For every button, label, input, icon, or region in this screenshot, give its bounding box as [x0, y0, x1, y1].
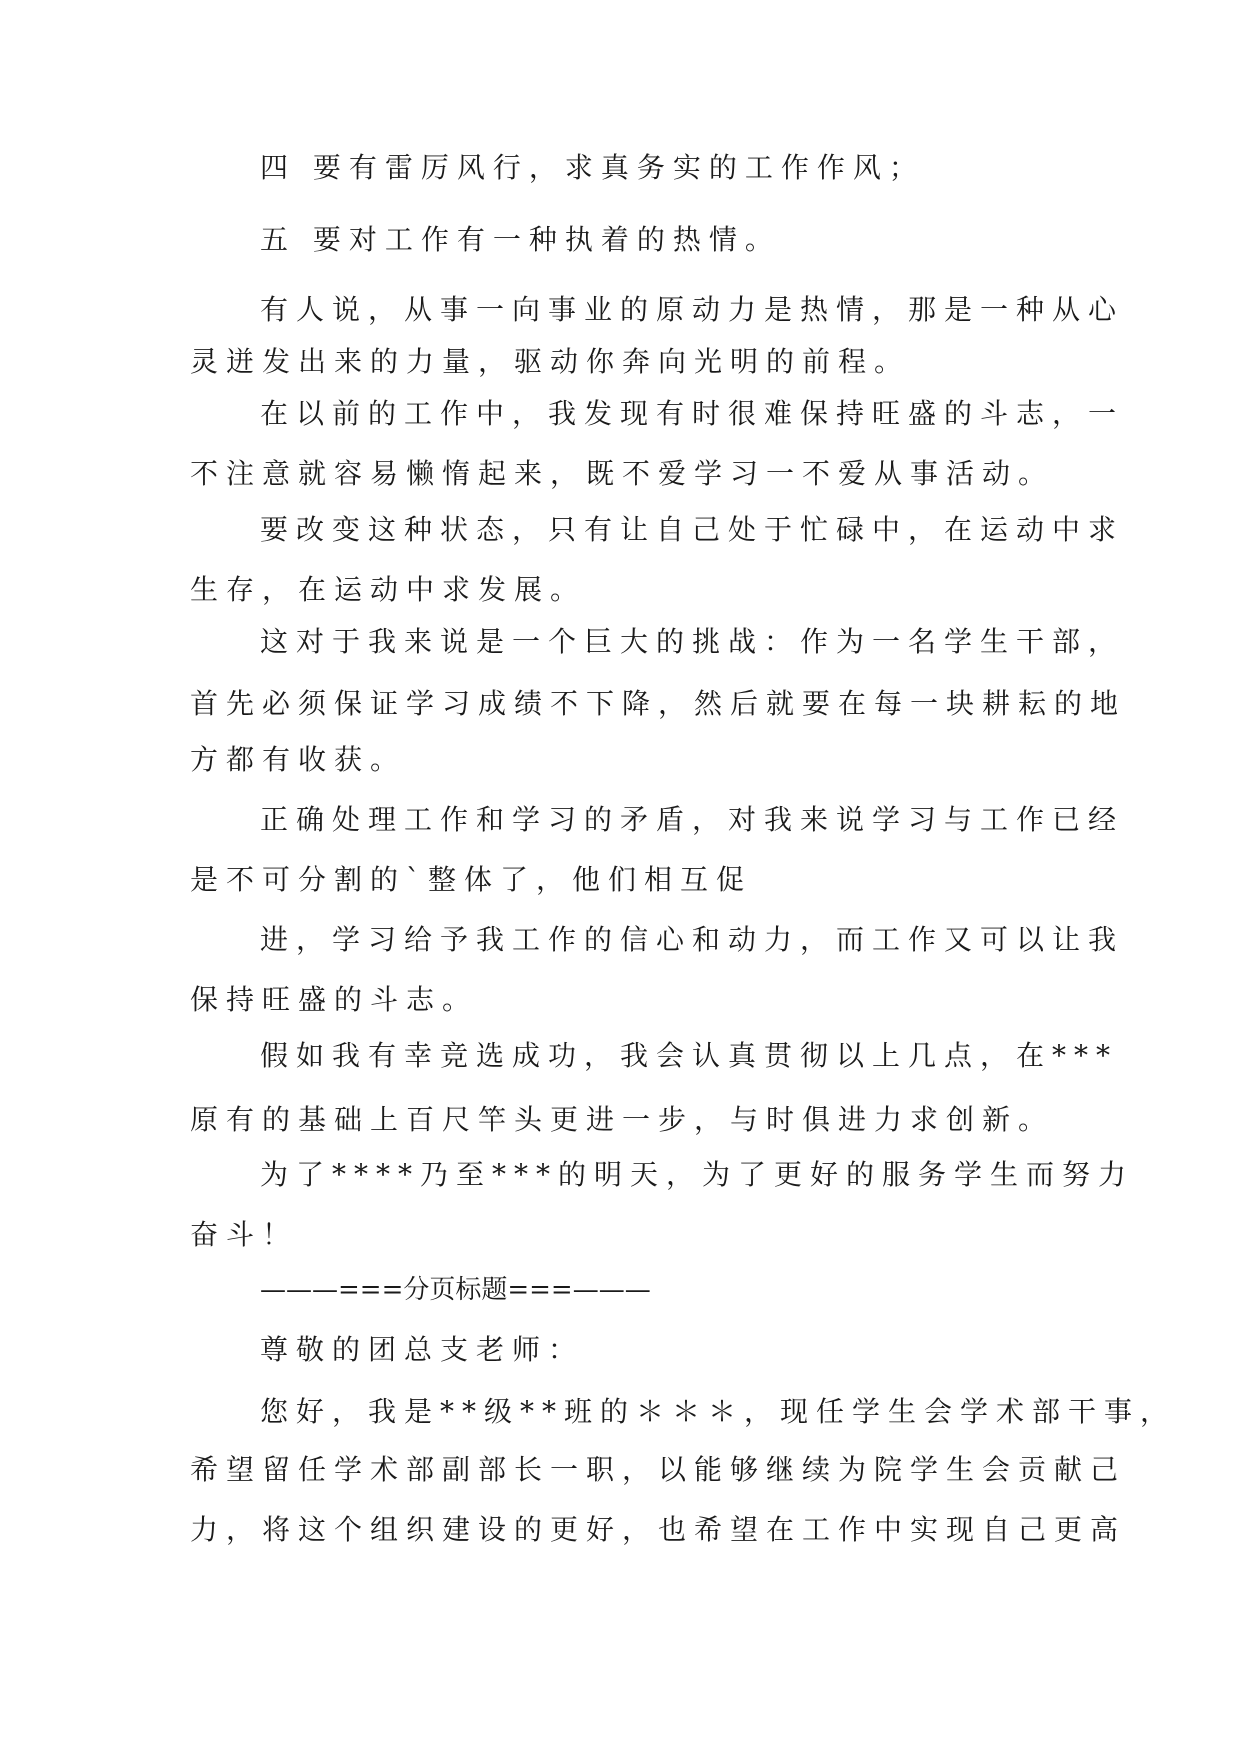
paragraph-line: 方都有收获。: [190, 743, 407, 776]
paragraph-line: 奋斗！: [190, 1218, 299, 1251]
paragraph-line: 是不可分割的`整体了，他们相互促: [190, 863, 753, 896]
paragraph-line: 您好，我是**级**班的＊＊＊，现任学生会学术部干事，: [260, 1395, 1177, 1428]
paragraph-line: 不注意就容易懒惰起来，既不爱学习一不爱从事活动。: [190, 457, 1055, 490]
paragraph-line: 在以前的工作中，我发现有时很难保持旺盛的斗志，一: [260, 397, 1125, 430]
list-item-four: 四 要有雷厉风行，求真务实的工作作风；: [260, 151, 925, 184]
paragraph-line: 这对于我来说是一个巨大的挑战：作为一名学生干部，: [260, 625, 1125, 658]
page-separator-title: ———===分页标题===———: [260, 1275, 651, 1305]
paragraph-line: 原有的基础上百尺竿头更进一步，与时俱进力求创新。: [190, 1103, 1055, 1136]
paragraph-line: 假如我有幸竞选成功，我会认真贯彻以上几点，在***: [260, 1039, 1119, 1072]
paragraph-line: 为了****乃至***的明天，为了更好的服务学生而努力: [260, 1158, 1135, 1191]
paragraph-line: 希望留任学术部副部长一职，以能够继续为院学生会贡献己: [190, 1453, 1127, 1486]
paragraph-line: 正确处理工作和学习的矛盾，对我来说学习与工作已经: [260, 803, 1125, 836]
salutation: 尊敬的团总支老师：: [260, 1333, 585, 1366]
paragraph-line: 力，将这个组织建设的更好，也希望在工作中实现自己更高: [190, 1513, 1127, 1546]
paragraph-line: 有人说，从事一向事业的原动力是热情，那是一种从心: [260, 293, 1125, 326]
paragraph-line: 进，学习给予我工作的信心和动力，而工作又可以让我: [260, 923, 1125, 956]
list-item-five: 五 要对工作有一种执着的热情。: [260, 223, 781, 256]
paragraph-line: 首先必须保证学习成绩不下降，然后就要在每一块耕耘的地: [190, 687, 1127, 720]
paragraph-line: 要改变这种状态，只有让自己处于忙碌中，在运动中求: [260, 513, 1125, 546]
paragraph-line: 生存，在运动中求发展。: [190, 573, 587, 606]
paragraph-line: 灵迸发出来的力量，驱动你奔向光明的前程。: [190, 345, 911, 378]
paragraph-line: 保持旺盛的斗志。: [190, 983, 479, 1016]
